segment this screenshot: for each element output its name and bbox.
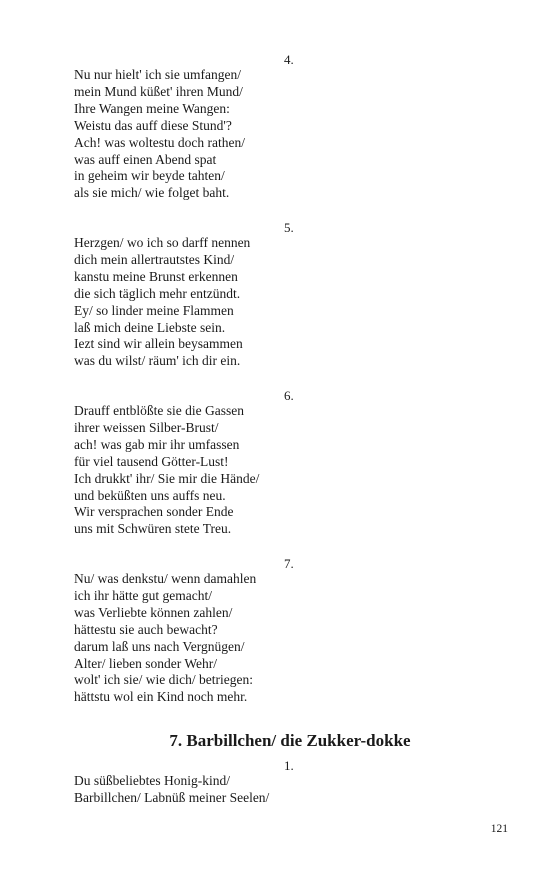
verse-line: hättstu wol ein Kind noch mehr. [74, 689, 248, 705]
stanza [74, 571, 314, 706]
verse-line: in geheim wir beyde tahten/ [74, 168, 225, 184]
verse-line: ach! was gab mir ihr umfassen [74, 436, 240, 452]
stanza [74, 773, 314, 807]
stanza [74, 235, 314, 370]
stanza-number: 5. [284, 220, 294, 235]
verse-line: Barbillchen/ Labnüß meiner Seelen/ [74, 789, 270, 805]
verse-line: als sie mich/ wie folget baht. [74, 185, 230, 201]
verse-line: Nu/ was denkstu/ wenn damahlen [74, 571, 257, 586]
page-number: 121 [490, 823, 508, 835]
verse-line: Ich drukkt' ihr/ Sie mir die Hände/ [74, 470, 260, 486]
verse-line: und beküßten uns auffs neu. [74, 487, 226, 503]
verse-line: darum laß uns nach Vergnügen/ [74, 638, 245, 654]
stanza-number: 6. [284, 388, 294, 403]
stanza [74, 67, 314, 202]
verse-line: Iezt sind wir allein beysammen [74, 336, 243, 352]
section-title: 7. Barbillchen/ die Zukker-dokke [169, 731, 411, 750]
verse-line: ich ihr hätte gut gemacht/ [74, 587, 212, 603]
verse-line: wolt' ich sie/ wie dich/ betriegen: [74, 672, 254, 688]
stanza-number: 7. [284, 556, 294, 571]
verse-line: Ey/ so linder meine Flammen [74, 302, 234, 318]
verse-line: uns mit Schwüren stete Treu. [74, 521, 232, 537]
verse-line: Ihre Wangen meine Wangen: [74, 100, 230, 116]
verse-line: Alter/ lieben sonder Wehr/ [74, 655, 217, 671]
verse-line: kanstu meine Brunst erkennen [74, 268, 238, 284]
verse-line: Ach! was woltestu doch rathen/ [74, 134, 245, 150]
verse-line: Du süßbeliebtes Honig-kind/ [74, 773, 230, 788]
stanza-number: 1. [284, 758, 294, 773]
stanza-number: 4. [284, 52, 294, 67]
stanza [74, 403, 314, 538]
verse-line: Weistu das auff diese Stund'? [74, 117, 232, 133]
verse-line: die sich täglich mehr entzündt. [74, 285, 241, 301]
verse-line: dich mein allertrautstes Kind/ [74, 251, 235, 267]
verse-line: mein Mund küßet' ihren Mund/ [74, 83, 243, 99]
verse-line: für viel tausend Götter-Lust! [74, 453, 229, 469]
verse-line: Herzgen/ wo ich so darff nennen [74, 235, 251, 250]
verse-line: Nu nur hielt' ich sie umfangen/ [74, 67, 242, 82]
verse-line: ihrer weissen Silber-Brust/ [74, 419, 219, 435]
verse-line: hättestu sie auch bewacht? [74, 621, 218, 637]
verse-line: Wir versprachen sonder Ende [74, 504, 234, 520]
verse-line: was du wilst/ räum' ich dir ein. [74, 353, 241, 369]
verse-line: Drauff entblößte sie die Gassen [74, 403, 244, 418]
verse-line: laß mich deine Liebste sein. [74, 319, 226, 335]
verse-line: was Verliebte können zahlen/ [74, 604, 233, 620]
verse-line: was auff einen Abend spat [74, 151, 217, 167]
